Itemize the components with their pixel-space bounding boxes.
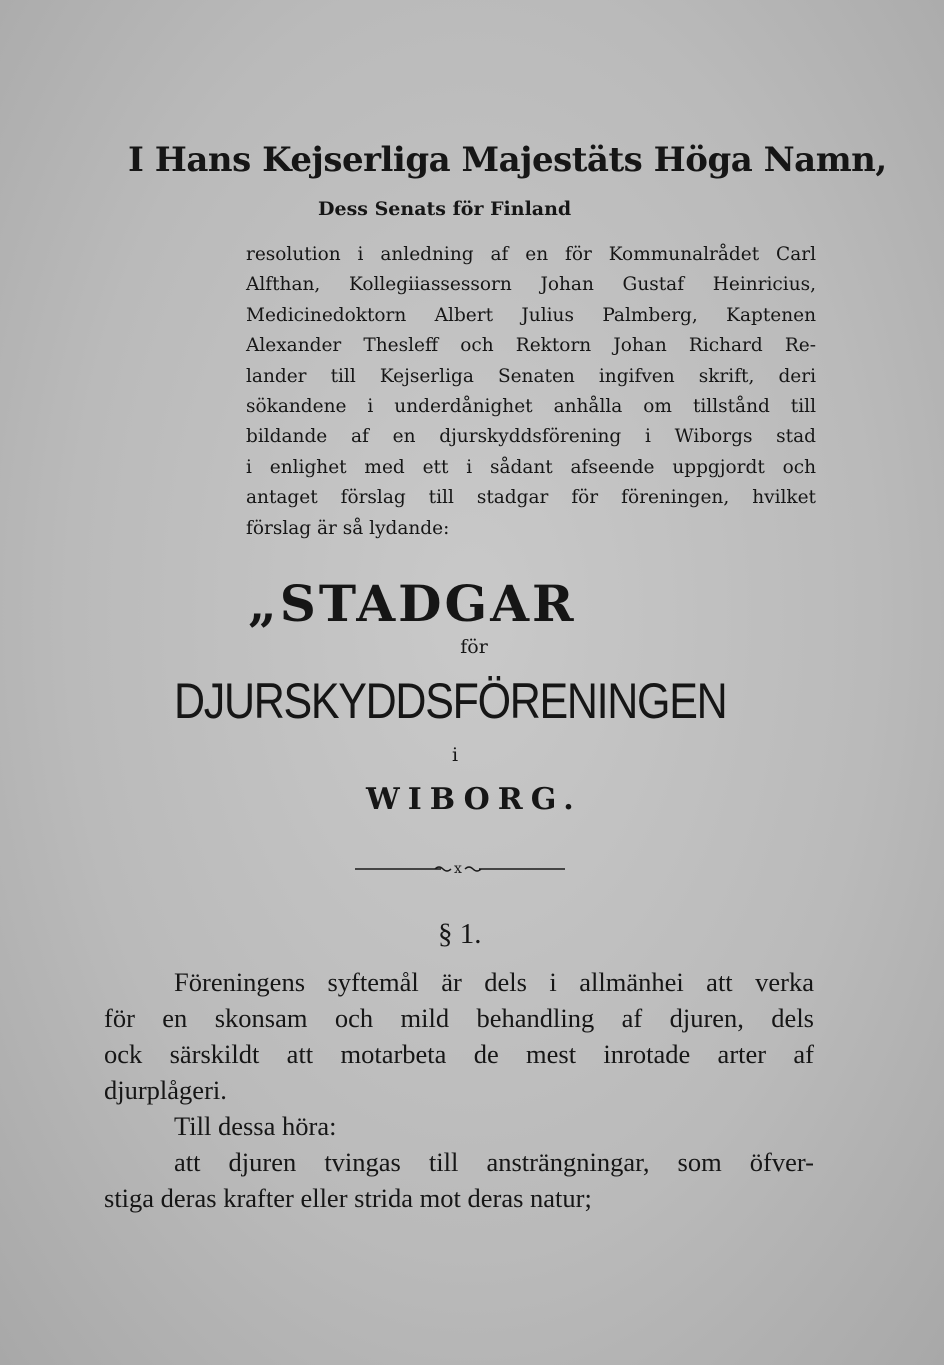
section-number: § 1. (438, 918, 482, 950)
body-line: för en skonsam och mild behandling af djuren, dels (104, 1003, 814, 1033)
section-body (104, 964, 814, 1216)
resolution-line: antaget förslag till stadgar för föreningen, hvilket (246, 487, 816, 509)
resolution-line: lander till Kejserliga Senaten ingifven skrift, deri (246, 365, 816, 387)
city-name: WIBORG. (366, 782, 582, 817)
body-line: stiga deras krafter eller strida mot deras natur; (104, 1183, 592, 1213)
body-line: ock särskildt att motarbeta de mest inrotade arter af (104, 1039, 814, 1069)
stadgar-heading: „STADGAR (248, 574, 577, 633)
organization-name: DJURSKYDDSFÖRENINGEN (174, 673, 727, 729)
resolution-line: Medicinedoktorn Albert Julius Palmberg, Kaptenen (246, 304, 816, 326)
resolution-line: resolution i anledning af en för Kommunalrådet Carl (246, 244, 816, 265)
resolution-line: Alfthan, Kollegiiassessorn Johan Gustaf Heinricius, (246, 274, 816, 296)
body-line: djurplågeri. (104, 1075, 227, 1105)
body-line: Föreningens syftemål är dels i allmänhei att verka (174, 967, 814, 997)
ornament-right-curl (465, 867, 481, 871)
resolution-line: Alexander Thesleff och Rektorn Johan Richard Re- (246, 335, 816, 357)
resolution-paragraph (246, 240, 816, 544)
body-line: Till dessa höra: (174, 1111, 337, 1141)
in-word: i (452, 744, 459, 766)
senate-subtitle: Dess Senats för Finland (318, 198, 572, 220)
for-word-text: för (460, 636, 488, 658)
ornament-center-mark: x (454, 861, 462, 877)
for-word (0, 636, 944, 658)
resolution-line: förslag är så lydande: (246, 517, 450, 539)
resolution-line: i enlighet med ett i sådant afseende uppgjordt och (246, 456, 816, 478)
body-line: att djuren tvingas till ansträngningar, som öfver- (174, 1147, 814, 1177)
ornament-divider (355, 858, 565, 878)
resolution-line: sökandene i underdånighet anhålla om tillstånd till (246, 395, 816, 417)
resolution-line: bildande af en djurskyddsförening i Wiborgs stad (246, 426, 816, 448)
page-title: I Hans Kejserliga Majestäts Höga Namn, (128, 140, 887, 180)
